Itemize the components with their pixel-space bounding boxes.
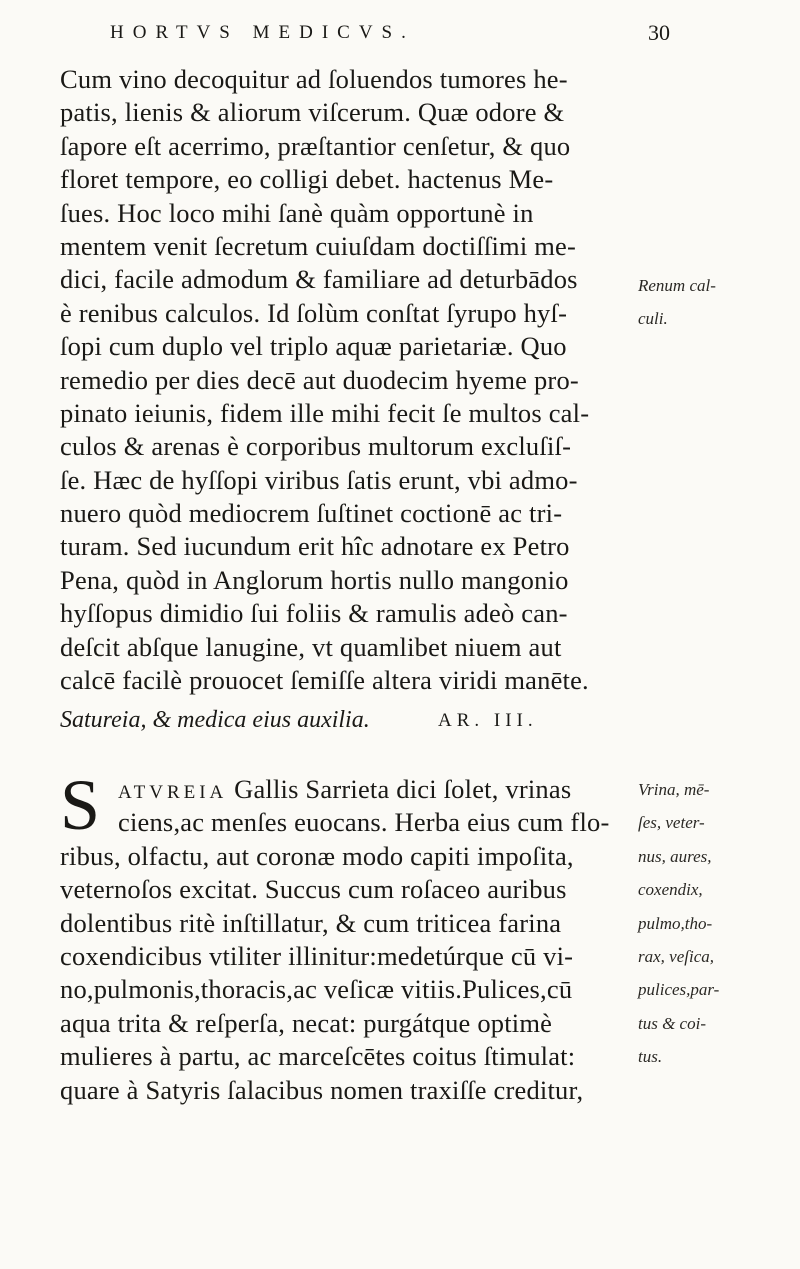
text-line: floret tempore, eo colligi debet. hactenus Me- — [60, 164, 554, 195]
text-line: ſopi cum duplo vel triplo aquæ parietariæ. Quo — [60, 331, 567, 362]
page-number: 30 — [648, 20, 670, 45]
text-line: quare à Satyris ſalacibus nomen traxiſſe creditur, — [60, 1074, 584, 1105]
text-line: remedio per dies decē aut duodecim hyeme pro- — [60, 364, 579, 395]
text-line: dici, facile admodum & familiare ad deturbādos — [60, 264, 578, 295]
text-line: hyſſopus dimidio ſui foliis & ramulis adeò can- — [60, 598, 568, 629]
margin-note-line: ſes, veter- — [638, 813, 705, 833]
margin-note-line: tus. — [638, 1047, 663, 1067]
text-line: mulieres à partu, ac marceſcētes coitus ſtimulat: — [60, 1041, 576, 1072]
margin-note-line: pulmo,tho- — [638, 913, 713, 933]
running-head — [110, 22, 670, 50]
text-line: ſapore eſt acerrimo, præſtantior cenſetur, & quo — [60, 130, 571, 161]
margin-note-line: coxendix, — [638, 880, 703, 900]
drop-capital: S — [60, 765, 101, 845]
margin-note-kidney-stones — [638, 269, 788, 336]
paragraph-satureia — [60, 765, 620, 1107]
text-line: veternoſos excitat. Succus cum roſaceo auribus — [60, 874, 567, 905]
text-line: no,pulmonis,thoracis,ac veſicæ vitiis.Pulices,cū — [60, 974, 573, 1005]
margin-note-satureia-uses — [638, 773, 788, 1074]
text-line: ciens,ac menſes euocans. Herba eius cum flo- — [118, 807, 610, 838]
margin-note-line: pulices,par- — [638, 980, 720, 1000]
running-head-title: HORTVS MEDICVS. — [110, 22, 415, 43]
text-line: dolentibus ritè inſtillatur, & cum triticea farina — [60, 907, 562, 938]
section-title: Satureia, & medica eius auxilia. — [60, 707, 370, 733]
text-line — [60, 773, 620, 806]
text-line: Pena, quòd in Anglorum hortis nullo mangonio — [60, 564, 569, 595]
text-line: Cum vino decoquitur ad ſoluendos tumores he- — [60, 64, 568, 94]
article-number: AR. III. — [438, 710, 538, 731]
text-line: deſcit abſque lanugine, vt quamlibet niuem aut — [60, 631, 562, 662]
margin-note-line: Renum cal- — [638, 276, 716, 295]
text-line: culos & arenas è corporibus multorum excluſiſ- — [60, 431, 572, 462]
margin-note-line: nus, aures, — [638, 846, 712, 866]
text-line: pinato ieiunis, fidem ille mihi fecit ſe multos cal- — [60, 397, 590, 428]
text-line: mentem venit ſecretum cuiuſdam doctiſſimi me- — [60, 230, 577, 261]
section-heading — [60, 707, 620, 741]
first-word: ATVREIA — [118, 782, 228, 803]
text-line: ribus, olfactu, aut coronæ modo capiti impoſita, — [60, 840, 574, 871]
margin-note-line: rax, veſica, — [638, 946, 714, 966]
text-line: calcē facilè prouocet ſemiſſe altera viridi manēte. — [60, 665, 589, 696]
text-line: nuero quòd mediocrem ſuſtinet coctionē ac tri- — [60, 498, 563, 529]
text-line: ſe. Hæc de hyſſopi viribus ſatis erunt, vbi admo- — [60, 464, 578, 495]
margin-note-line: Vrina, mē- — [638, 780, 710, 799]
text-line: coxendicibus vtiliter illinitur:medetúrque cū vi- — [60, 940, 574, 971]
margin-note-line: culi. — [638, 309, 668, 329]
text-line: turam. Sed iucundum erit hîc adnotare ex Petro — [60, 531, 570, 562]
text-line: è renibus calculos. Id ſolùm conſtat ſyrupo hyſ- — [60, 297, 568, 328]
margin-note-line: tus & coi- — [638, 1013, 706, 1033]
text-line-rest: Gallis Sarrieta dici ſolet, vrinas — [227, 774, 572, 804]
text-line: aqua trita & reſperſa, necat: purgátque optimè — [60, 1007, 553, 1038]
text-line: ſues. Hoc loco mihi ſanè quàm opportunè in — [60, 197, 534, 228]
text-line: patis, lienis & aliorum viſcerum. Quæ odore & — [60, 97, 565, 128]
paragraph-hyssop — [60, 63, 620, 697]
